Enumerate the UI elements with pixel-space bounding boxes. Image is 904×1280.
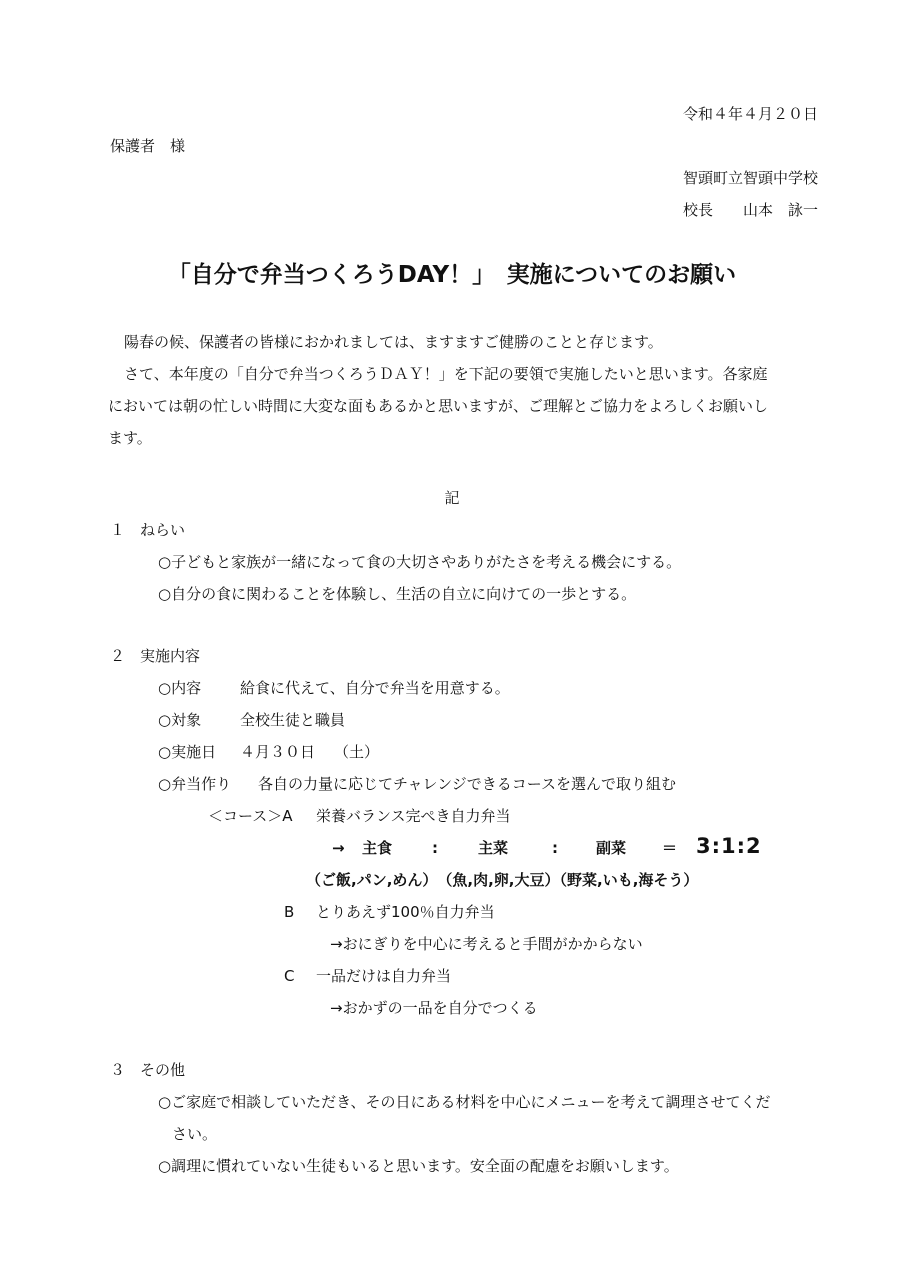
section-1-heading: １ ねらい: [110, 521, 186, 539]
course-c-name: 一品だけは自力弁当: [316, 967, 452, 985]
section-3-heading: ３ その他: [110, 1061, 186, 1079]
bento-label: ○弁当作り: [158, 775, 232, 793]
school-name: 智頭町立智頭中学校: [682, 169, 818, 187]
course-a-arrow: →: [332, 839, 345, 857]
date-value: ４月３０日: [240, 743, 316, 761]
other-item-1-line-2: さい。: [172, 1125, 218, 1143]
content-value: 給食に代えて、自分で弁当を用意する。: [240, 679, 510, 697]
other-item-2: ○調理に慣れていない生徒もいると思います。安全面の配慮をお願いします。: [158, 1157, 679, 1175]
principal-name: 校長 山本 詠一: [682, 201, 818, 219]
course-a-main: 主菜: [478, 839, 509, 857]
target-value: 全校生徒と職員: [240, 711, 346, 729]
course-a-detail: （ご飯,パン,めん） （魚,肉,卵,大豆）（野菜,いも,海そう）: [306, 871, 699, 889]
ki-heading: 記: [444, 489, 460, 507]
date-weekday: （土）: [334, 743, 380, 761]
course-b-name: とりあえず100％自力弁当: [316, 903, 495, 921]
course-b-note: →おにぎりを中心に考えると手間がかからない: [330, 935, 643, 953]
course-a-prefix: ＜コース＞A: [208, 807, 293, 825]
intro-line-2: さて、本年度の「自分で弁当つくろうＤＡＹ！」を下記の要領で実施したいと思います。各家庭: [124, 365, 768, 383]
course-a-colon-2: :: [552, 839, 558, 857]
page-title: 「自分で弁当つくろうDAY！」 実施についてのお願い: [167, 262, 737, 288]
intro-line-3: においては朝の忙しい時間に大変な面もあるかと思いますが、ご理解とご協力をよろしくお願いし: [108, 397, 769, 415]
recipient: 保護者 様: [110, 137, 186, 155]
aim-item-2: ○自分の食に関わることを体験し、生活の自立に向けての一歩とする。: [158, 585, 637, 603]
other-item-1-line-1: ○ご家庭で相談していただき、その日にある材料を中心にメニューを考えて調理させてくだ: [158, 1093, 771, 1111]
content-label: ○内容: [158, 679, 202, 697]
course-b-prefix: B: [284, 903, 295, 921]
section-2-heading: ２ 実施内容: [110, 647, 201, 665]
intro-line-1: 陽春の候、保護者の皆様におかれましては、ますますご健勝のことと存じます。: [124, 333, 663, 351]
course-a-side: 副菜: [596, 839, 627, 857]
intro-line-4: ます。: [108, 429, 152, 447]
letter-date: 令和４年４月２０日: [682, 105, 818, 123]
course-a-name: 栄養バランス完ぺき自力弁当: [316, 807, 511, 825]
course-a-colon-1: :: [432, 839, 438, 857]
date-label: ○実施日: [158, 743, 217, 761]
course-a-equals: ＝: [662, 839, 678, 857]
course-a-staple: 主食: [362, 839, 393, 857]
aim-item-1: ○子どもと家族が一緒になって食の大切さやありがたさを考える機会にする。: [158, 553, 682, 571]
course-a-ratio: 3:1:2: [696, 834, 762, 858]
bento-value: 各自の力量に応じてチャレンジできるコースを選んで取り組む: [258, 775, 677, 793]
course-c-note: →おかずの一品を自分でつくる: [330, 999, 538, 1017]
course-c-prefix: C: [284, 967, 295, 985]
target-label: ○対象: [158, 711, 202, 729]
